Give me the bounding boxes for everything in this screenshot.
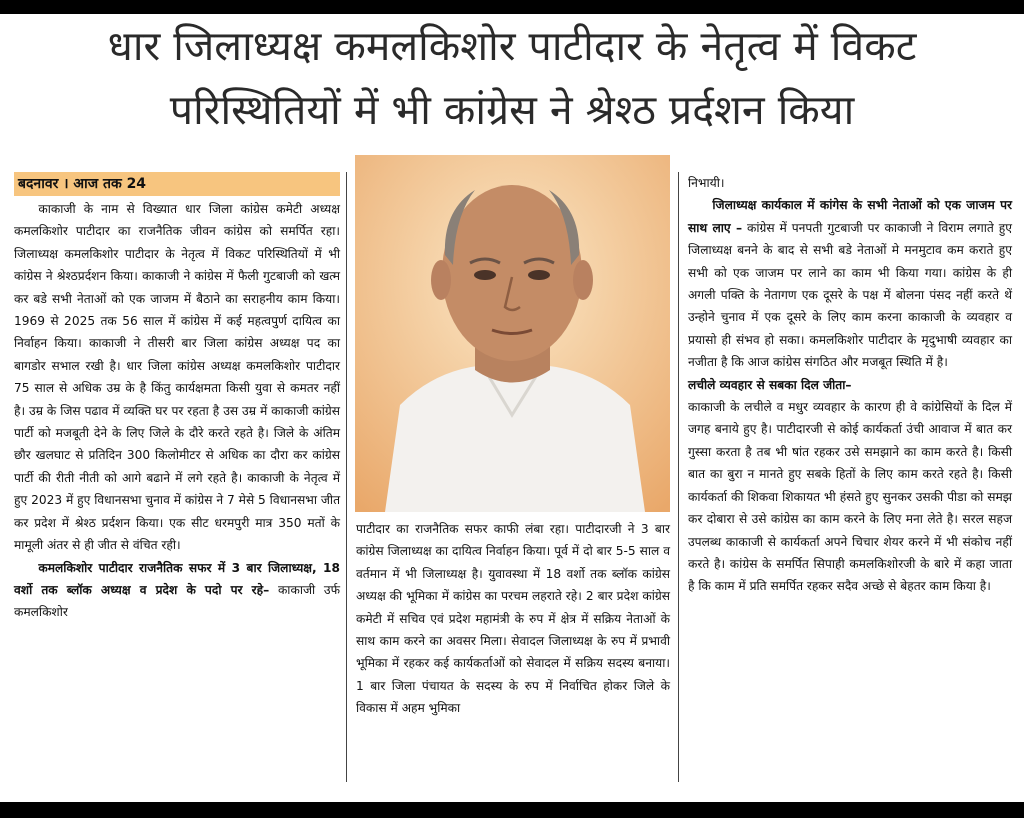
subhead-paragraph <box>688 194 1012 373</box>
column-2 <box>356 518 670 720</box>
column-1 <box>14 172 340 624</box>
dateline: बदनावर । आज तक 24 <box>14 172 340 196</box>
column-divider <box>678 172 679 782</box>
column-3 <box>688 172 1012 598</box>
headline-line-1: धार जिलाध्यक्ष कमलकिशोर पाटीदार के नेतृत्व में विकट <box>107 22 917 70</box>
subhead-paragraph <box>14 557 340 624</box>
subhead: लचीले व्यवहार से सबका दिल जीता– <box>688 377 852 392</box>
column-divider <box>346 172 347 782</box>
subhead-text: काकाजी उर्फ कमलकिशोर <box>14 582 341 620</box>
article-paragraph: काकाजी के नाम से विख्यात धार जिला कांग्रेस कमेटी अध्यक्ष कमलकिशोर पाटीदार का राजनैतिक जीवन कांग्रेस को समर्पित रहा। जिलाध्यक्ष कमलकिशोर पाटीदार के नेतृत्व में विकट परिस्थितियों में भी कांग्रेस ने श्रेश्ठप्रर्दशन किया। काकाजी ने कांग्रेस में फैली गुटबाजी को खत्म कर बडे सभी नेताओं को एक जाजम में बैठाने का सराहनीय काम किया। 1969 से 2025 तक 56 साल में कांग्रेस में कई महत्वपुर्ण दायित्व का निर्वाहन किया। काकाजी ने तीसरी बार जिला कांग्रेस अध्यक्ष पद का बागडोर सभाल रखी है। धार जिला कांग्रेस अध्यक्ष कमलकिशोर पाटीदार 75 साल से अधिक उम्र के है किंतु कार्यक्षमता किसी युवा से कमतर नहीं है। उम्र के जिस पढाव में व्यक्ति घर पर रहता है उस उम्र में काकाजी कांग्रेस पार्टी को मजबूती देने के लिए जिले के दौरे करते रहते है। जिले के अंतिम छौर खलघाट से प्रतिदिन 300 किलोमीटर से अधिक का दौरा कर कांग्रेस पार्टी की रीती नीती को आगे बढाने में लगे रहते है। काकाजी के नेतृत्व में हुए 2023 में हुए विधानसभा चुनाव में कांग्रेस ने 7 मेसे 5 विधानसभा जीत कर प्रदेश में श्रेश्ठ प्रर्दशन किया। एक सीट धरमपुरी मात्र 350 मतों के मामूली अंतर से ही जीत से वंचित रही। <box>14 202 341 553</box>
portrait-illustration <box>355 155 670 512</box>
subhead: कमलकिशोर पाटीदार राजनैतिक सफर में 3 बार जिलाध्यक्ष, 18 वर्शो तक ब्लॉक अध्यक्ष व प्रदेश के पदो पर रहे– <box>14 560 340 597</box>
article-paragraph: काकाजी के लचीले व मधुर व्यवहार के कारण ही वे कांग्रेसियों के दिल में जगह बनाये हुए है। पाटीदारजी से कोई कार्यकर्ता उंची आवाज में बात कर गुस्सा करता है तब भी षांत रहकर उसे समझाने का काम करते है। किसी बात का बुरा न मानते हुए सबके हितों के लिए काम करते रहते है। किसी कार्यकर्ता की शिकवा शिकायत भी हंसते हुए सुनकर उसकी पीडा को समझ कर दोबारा से उसे कांग्रेस का काम करने के लिए मना लेते है। सरल सहज उपलब्ध काकाजी से कार्यकर्ता अपने चिचार शेयर करने में भी संकोच नहीं करते है। कांग्रेस के समर्पित सिपाही कमलकिशोरजी के बारे में कहा जाता है कि काम में प्रति समर्पित रहकर सदैव अच्छे से बेहतर काम किया है। <box>688 400 1012 594</box>
headline <box>0 14 1024 142</box>
subhead: जिलाध्यक्ष कार्यकाल में कांगेस के सभी नेताओं को एक जाजम पर साथ लाए – <box>688 198 1012 235</box>
article-paragraph: निभायी। <box>688 176 725 190</box>
subhead-text: कांग्रेस में पनपती गुटबाजी पर काकाजी ने विराम लगाते हुए जिलाध्यक्ष बनने के बाद से सभी बडे नेताओं मे मनमुटाव कम कराते हुए सभी को एक जाजम पर लाने का काम भी किया गया। कांग्रेस के ही अगली पक्ति के नेतागण एक दूसरे के पक्ष में बोलना पंसद नहीं करते थें उन्होने चुनाव में एक दूसरे के लिए काम करना काकाजी के व्यवहार व प्रयासो ही संभव हो सका। कमलकिशोर पाटीदार के मृदुभाषी व्यवहार का नजीता है कि आज कांग्रेस संगठित और मजबूत स्थिति में है। <box>688 220 1012 370</box>
headline-line-2: परिस्थितियों में भी कांग्रेस ने श्रेश्ठ प्रर्दशन किया <box>169 86 855 134</box>
article-paragraph: पाटीदार का राजनैतिक सफर काफी लंबा रहा। पाटीदारजी ने 3 बार कांग्रेस जिलाध्यक्ष का दायित्व निर्वाहन किया। पूर्व में दो बार 5-5 साल व वर्तमान में भी जिलाध्यक्ष है। युवावस्था में 18 वर्शो तक ब्लॉक कांग्रेस अध्यक्ष की भूमिका में कांग्रेस का परचम लहराते रहे। 2 बार प्रदेश कांग्रेस कमेटी में सचिव एवं प्रदेश महामंत्री के रुप में क्षेत्र में सक्रिय नेताओं के साथ काम करने का अवसर मिला। सेवादल जिलाध्यक्ष के रुप में प्रभावी भूमिका में रहकर कई कार्यकर्ताओं को सेवादल में सक्रिय सदस्य बनाया। 1 बार जिला पंचायत के सदस्य के रुप में निर्वाचित होकर जिले के विकास में अहम भुमिका <box>356 522 670 716</box>
portrait-photo <box>355 155 670 512</box>
